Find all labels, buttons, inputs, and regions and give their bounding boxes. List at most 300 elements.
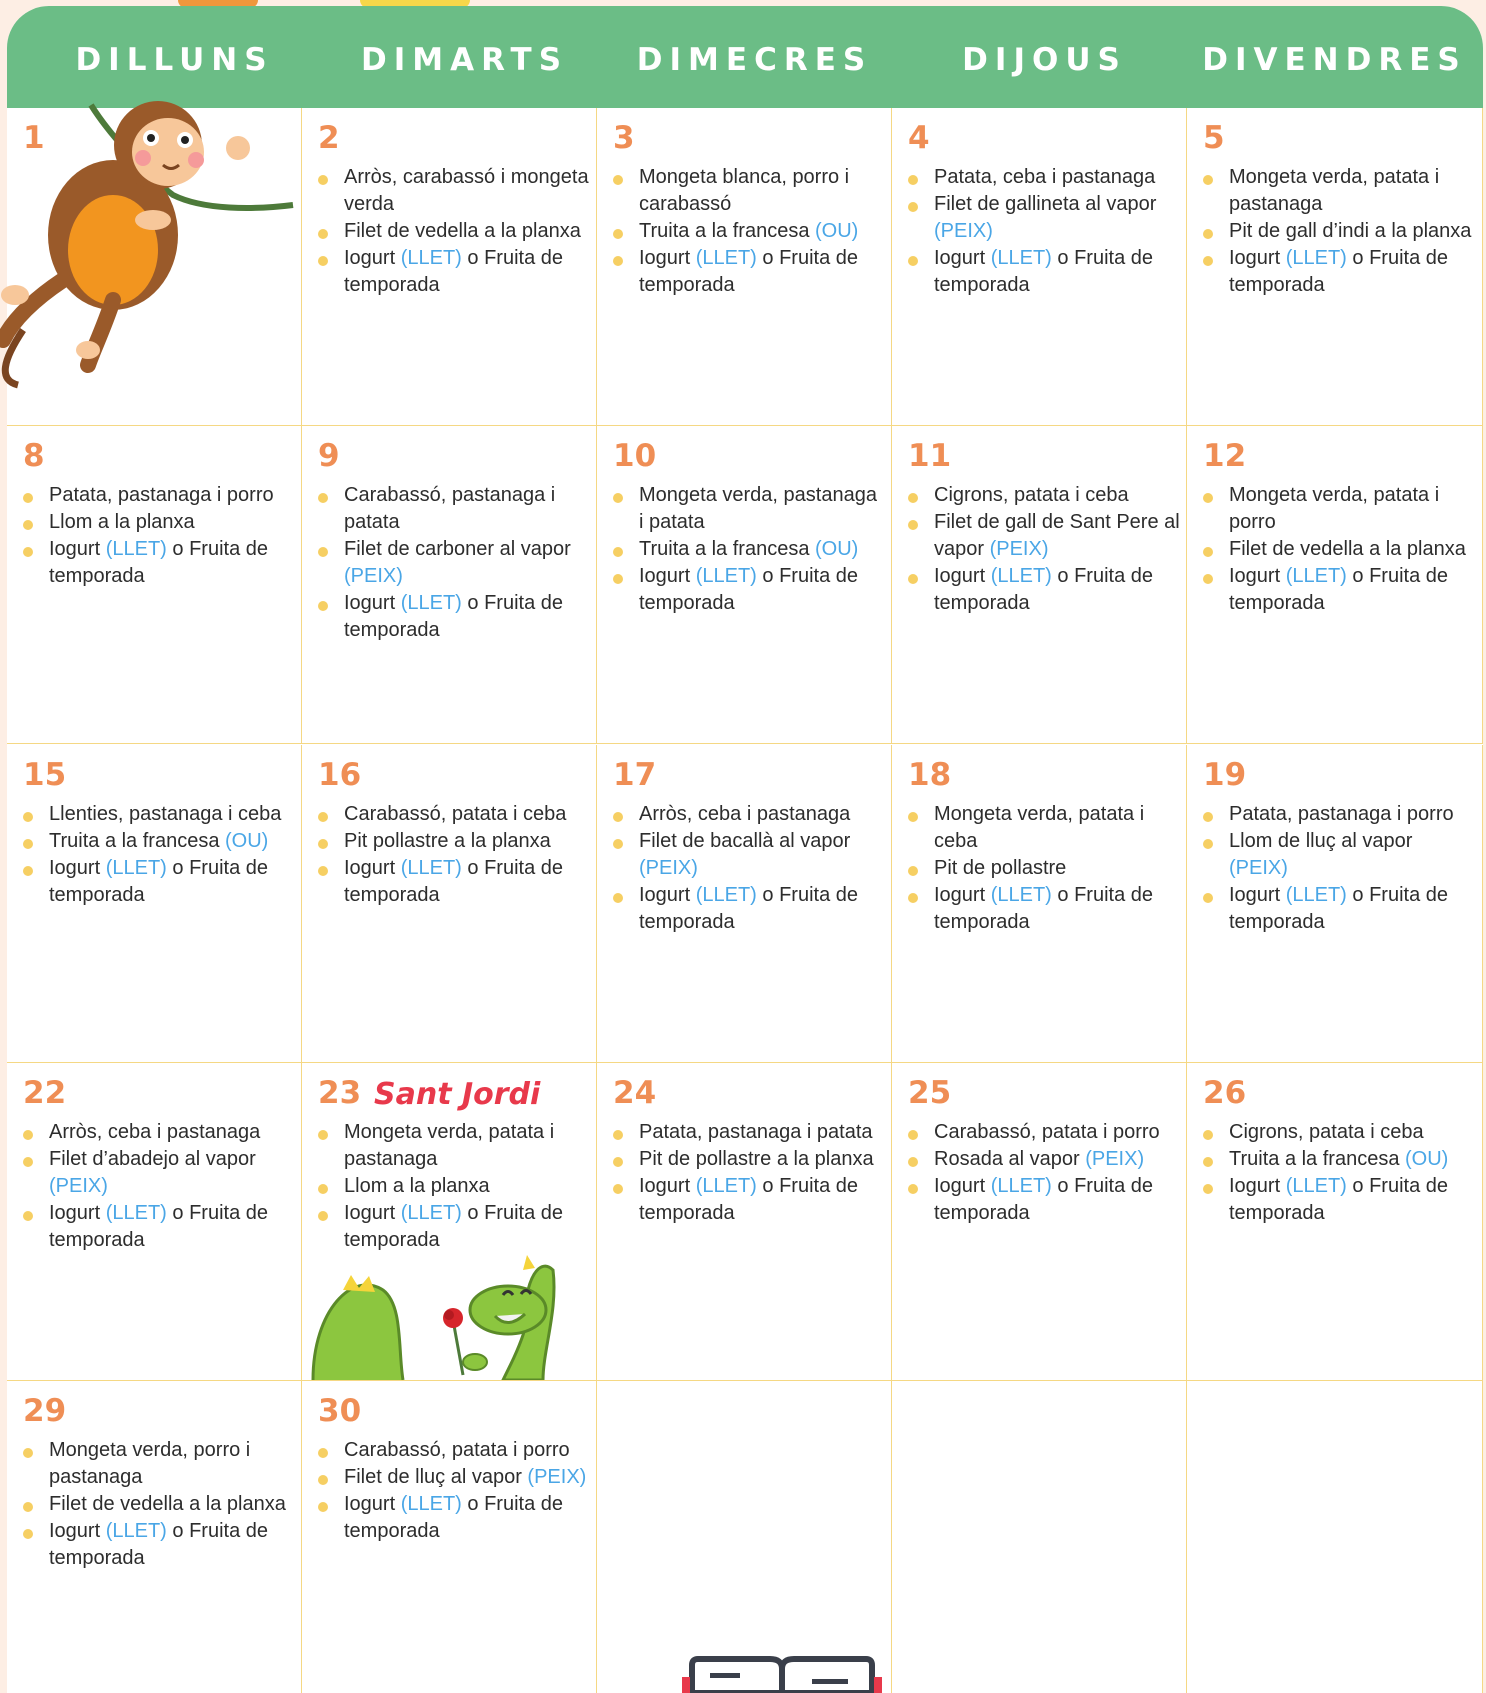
- day-number: 16: [318, 757, 362, 793]
- bullet-icon: [318, 256, 328, 266]
- menu-item-dessert-text: o Fruita de temporada: [934, 884, 1153, 933]
- menu-item-text: Patata, pastanaga i porro: [49, 484, 274, 506]
- bullet-icon: [23, 1502, 33, 1512]
- allergen-tag: (LLET): [400, 592, 462, 614]
- menu-item: [318, 1173, 590, 1200]
- menu-item-text: Arròs, ceba i pastanaga: [49, 1121, 261, 1143]
- day-cell-17: [597, 745, 892, 1063]
- menu-item-text: Iogurt: [344, 1202, 401, 1224]
- day-cell-26: [1187, 1063, 1483, 1381]
- menu-item-dessert-text: o Fruita de temporada: [639, 1175, 858, 1224]
- menu-item-text: Iogurt: [639, 247, 696, 269]
- menu-item-dessert-text: o Fruita de temporada: [49, 1520, 268, 1569]
- bullet-icon: [908, 1184, 918, 1194]
- menu-list: [613, 482, 885, 617]
- menu-item-text: Iogurt: [934, 247, 991, 269]
- menu-item: [1203, 245, 1476, 299]
- menu-item: [23, 1518, 295, 1572]
- day-cell-empty: [892, 1381, 1187, 1693]
- bullet-icon: [23, 1130, 33, 1140]
- allergen-tag: (LLET): [400, 1202, 462, 1224]
- menu-item-text: Filet de bacallà al vapor: [639, 830, 851, 852]
- day-cell-29: [7, 1381, 302, 1693]
- bullet-icon: [613, 574, 623, 584]
- menu-item: [23, 855, 295, 909]
- bullet-icon: [23, 1448, 33, 1458]
- menu-item: [613, 1146, 885, 1173]
- menu-list: [908, 164, 1180, 299]
- bullet-icon: [318, 866, 328, 876]
- menu-item: [908, 855, 1180, 882]
- menu-list: [23, 1119, 295, 1254]
- menu-list: [23, 482, 295, 590]
- menu-item-text: Iogurt: [639, 1175, 696, 1197]
- bullet-icon: [1203, 175, 1213, 185]
- menu-item-dessert-text: o Fruita de temporada: [934, 247, 1153, 296]
- menu-item-dessert-text: o Fruita de temporada: [1229, 1175, 1448, 1224]
- menu-list: [908, 801, 1180, 936]
- day-cell-3: [597, 108, 892, 426]
- menu-item-dessert-text: o Fruita de temporada: [1229, 247, 1448, 296]
- menu-item: [318, 1491, 590, 1545]
- bullet-icon: [613, 839, 623, 849]
- menu-item-dessert-text: o Fruita de temporada: [49, 857, 268, 906]
- allergen-tag: (LLET): [400, 247, 462, 269]
- menu-item-dessert-text: o Fruita de temporada: [1229, 884, 1448, 933]
- bullet-icon: [1203, 1157, 1213, 1167]
- bullet-icon: [318, 839, 328, 849]
- day-cell-22: [7, 1063, 302, 1381]
- allergen-tag: (LLET): [1285, 565, 1347, 587]
- menu-item-dessert-text: o Fruita de temporada: [934, 1175, 1153, 1224]
- menu-item-dessert-text: o Fruita de temporada: [639, 565, 858, 614]
- menu-list: [1203, 482, 1476, 617]
- menu-item-text: Pit de pollastre: [934, 857, 1067, 879]
- bullet-icon: [613, 893, 623, 903]
- menu-item-text: Iogurt: [49, 1202, 106, 1224]
- menu-item-text: Rosada al vapor: [934, 1148, 1086, 1170]
- bullet-icon: [318, 812, 328, 822]
- day-number: 15: [23, 757, 67, 793]
- menu-list: [318, 1119, 590, 1254]
- menu-item: [908, 191, 1180, 245]
- menu-item-text: Carabassó, patata i ceba: [344, 803, 567, 825]
- allergen-tag: (PEIX): [344, 565, 403, 587]
- bullet-icon: [23, 1529, 33, 1539]
- bullet-icon: [318, 547, 328, 557]
- menu-item: [908, 509, 1180, 563]
- allergen-tag: (LLET): [990, 884, 1052, 906]
- allergen-tag: (LLET): [990, 247, 1052, 269]
- menu-item-text: Iogurt: [1229, 1175, 1286, 1197]
- day-number: 9: [318, 438, 340, 474]
- bullet-icon: [613, 1130, 623, 1140]
- bullet-icon: [613, 547, 623, 557]
- menu-item-text: Filet de vedella a la planxa: [49, 1493, 286, 1515]
- menu-item-text: Filet de carboner al vapor: [344, 538, 571, 560]
- menu-item-text: Filet de vedella a la planxa: [344, 220, 581, 242]
- bullet-icon: [1203, 493, 1213, 503]
- allergen-tag: (PEIX): [1085, 1148, 1145, 1170]
- day-cell-15: [7, 745, 302, 1063]
- menu-list: [318, 801, 590, 909]
- menu-item: [613, 563, 885, 617]
- menu-item-text: Iogurt: [934, 1175, 991, 1197]
- header-dijous: DIJOUS: [962, 42, 1127, 78]
- menu-item: [613, 828, 885, 882]
- allergen-tag: (LLET): [695, 1175, 757, 1197]
- menu-item-dessert-text: o Fruita de temporada: [934, 565, 1153, 614]
- menu-item-text: Patata, pastanaga i porro: [1229, 803, 1454, 825]
- allergen-tag: (LLET): [1285, 1175, 1347, 1197]
- menu-item-text: Cigrons, patata i ceba: [934, 484, 1129, 506]
- bullet-icon: [23, 866, 33, 876]
- day-number: 18: [908, 757, 952, 793]
- bullet-icon: [318, 1130, 328, 1140]
- menu-item: [613, 1173, 885, 1227]
- menu-item-text: Cigrons, patata i ceba: [1229, 1121, 1424, 1143]
- menu-item: [1203, 828, 1476, 882]
- dragon-illustration: [303, 1250, 583, 1380]
- day-cell-5: [1187, 108, 1483, 426]
- allergen-tag: (PEIX): [934, 220, 993, 242]
- day-number: 8: [23, 438, 45, 474]
- menu-item-text: Iogurt: [1229, 884, 1286, 906]
- allergen-tag: (LLET): [695, 884, 757, 906]
- menu-item-text: Arròs, ceba i pastanaga: [639, 803, 851, 825]
- menu-item-text: Iogurt: [1229, 247, 1286, 269]
- menu-item: [1203, 1146, 1476, 1173]
- menu-item: [318, 1119, 590, 1173]
- menu-item-text: Iogurt: [639, 884, 696, 906]
- menu-item-text: Patata, ceba i pastanaga: [934, 166, 1156, 188]
- menu-item-text: Llom a la planxa: [49, 511, 195, 533]
- menu-item: [908, 245, 1180, 299]
- menu-item-text: Iogurt: [344, 592, 401, 614]
- menu-item-text: Pit de gall d’indi a la planxa: [1229, 220, 1472, 242]
- menu-item: [613, 164, 885, 218]
- menu-item: [1203, 482, 1476, 536]
- bullet-icon: [318, 1448, 328, 1458]
- menu-item-text: Iogurt: [344, 247, 401, 269]
- allergen-tag: (LLET): [400, 857, 462, 879]
- allergen-tag: (PEIX): [639, 857, 698, 879]
- day-cell-24: [597, 1063, 892, 1381]
- menu-item-text: Filet de vedella a la planxa: [1229, 538, 1466, 560]
- menu-item: [318, 1437, 590, 1464]
- bullet-icon: [318, 493, 328, 503]
- menu-item: [1203, 563, 1476, 617]
- allergen-tag: (LLET): [990, 1175, 1052, 1197]
- allergen-tag: (OU): [225, 830, 269, 852]
- bullet-icon: [613, 1184, 623, 1194]
- day-cell-9: [302, 426, 597, 744]
- monkey-illustration: [0, 100, 303, 390]
- menu-list: [318, 164, 590, 299]
- menu-item: [23, 828, 295, 855]
- day-number: 25: [908, 1075, 952, 1111]
- menu-list: [23, 1437, 295, 1572]
- menu-item: [613, 1119, 885, 1146]
- day-number: 30: [318, 1393, 362, 1429]
- menu-item: [908, 563, 1180, 617]
- day-cell-2: [302, 108, 597, 426]
- menu-list: [613, 164, 885, 299]
- day-cell-16: [302, 745, 597, 1063]
- menu-item: [1203, 536, 1476, 563]
- weekday-header: [7, 6, 1483, 108]
- bullet-icon: [23, 812, 33, 822]
- day-number: 23: [318, 1075, 362, 1111]
- day-number: 19: [1203, 757, 1247, 793]
- menu-item: [1203, 164, 1476, 218]
- bullet-icon: [23, 520, 33, 530]
- bullet-icon: [908, 493, 918, 503]
- bullet-icon: [23, 1211, 33, 1221]
- allergen-tag: (PEIX): [989, 538, 1049, 560]
- header-divendres: DIVENDRES: [1202, 42, 1467, 78]
- day-number: 4: [908, 120, 930, 156]
- bullet-icon: [1203, 893, 1213, 903]
- menu-list: [613, 801, 885, 936]
- menu-item-text: Iogurt: [1229, 565, 1286, 587]
- allergen-tag: (LLET): [1285, 247, 1347, 269]
- menu-item-text: Iogurt: [639, 565, 696, 587]
- header-dimecres: DIMECRES: [636, 42, 873, 78]
- allergen-tag: (LLET): [105, 1202, 167, 1224]
- menu-item-text: Iogurt: [934, 565, 991, 587]
- menu-item-text: Mongeta verda, patata i pastanaga: [344, 1121, 555, 1170]
- menu-item: [1203, 1119, 1476, 1146]
- allergen-tag: (LLET): [105, 1520, 167, 1542]
- bullet-icon: [908, 812, 918, 822]
- menu-item: [613, 245, 885, 299]
- bullet-icon: [613, 1157, 623, 1167]
- menu-item-dessert-text: o Fruita de temporada: [639, 884, 858, 933]
- menu-item: [318, 164, 590, 218]
- menu-item: [1203, 1173, 1476, 1227]
- bullet-icon: [23, 839, 33, 849]
- bullet-icon: [318, 1475, 328, 1485]
- allergen-tag: (OU): [1405, 1148, 1449, 1170]
- menu-item: [23, 1200, 295, 1254]
- allergen-tag: (PEIX): [1229, 857, 1288, 879]
- day-number: 24: [613, 1075, 657, 1111]
- bullet-icon: [318, 229, 328, 239]
- menu-item-dessert-text: o Fruita de temporada: [49, 1202, 268, 1251]
- menu-item-dessert-text: o Fruita de temporada: [344, 247, 563, 296]
- bullet-icon: [613, 812, 623, 822]
- day-cell-19: [1187, 745, 1483, 1063]
- bullet-icon: [908, 866, 918, 876]
- day-number: 11: [908, 438, 952, 474]
- bullet-icon: [318, 1184, 328, 1194]
- menu-item: [908, 882, 1180, 936]
- bullet-icon: [908, 1157, 918, 1167]
- menu-item: [23, 1437, 295, 1491]
- day-number: 2: [318, 120, 340, 156]
- day-number: 17: [613, 757, 657, 793]
- menu-item: [908, 1173, 1180, 1227]
- menu-item: [318, 801, 590, 828]
- day-cell-30: [302, 1381, 597, 1693]
- menu-item-text: Carabassó, pastanaga i patata: [344, 484, 556, 533]
- menu-item: [613, 536, 885, 563]
- menu-item-dessert-text: o Fruita de temporada: [1229, 565, 1448, 614]
- menu-item: [908, 801, 1180, 855]
- bullet-icon: [1203, 256, 1213, 266]
- menu-item: [23, 1146, 295, 1200]
- menu-list: [318, 482, 590, 644]
- menu-item-text: Pit pollastre a la planxa: [344, 830, 551, 852]
- day-cell-10: [597, 426, 892, 744]
- bullet-icon: [318, 1502, 328, 1512]
- book-icon: [682, 1655, 882, 1693]
- bullet-icon: [318, 1211, 328, 1221]
- menu-list: [1203, 801, 1476, 936]
- bullet-icon: [1203, 229, 1213, 239]
- day-number: 5: [1203, 120, 1225, 156]
- menu-item-text: Llenties, pastanaga i ceba: [49, 803, 282, 825]
- menu-item-text: Mongeta verda, patata i porro: [1229, 484, 1440, 533]
- menu-item-text: Llom a la planxa: [344, 1175, 490, 1197]
- menu-list: [908, 482, 1180, 617]
- menu-item: [318, 245, 590, 299]
- menu-list: [23, 801, 295, 909]
- menu-list: [1203, 164, 1476, 299]
- menu-item: [1203, 801, 1476, 828]
- bullet-icon: [613, 493, 623, 503]
- allergen-tag: (LLET): [695, 565, 757, 587]
- bullet-icon: [1203, 547, 1213, 557]
- menu-list: [1203, 1119, 1476, 1227]
- menu-item: [613, 801, 885, 828]
- day-cell-25: [892, 1063, 1187, 1381]
- bullet-icon: [1203, 574, 1213, 584]
- bullet-icon: [613, 175, 623, 185]
- menu-item: [23, 482, 295, 509]
- menu-item: [908, 482, 1180, 509]
- bullet-icon: [908, 893, 918, 903]
- day-cell-8: [7, 426, 302, 744]
- menu-item-text: Filet de gall de Sant Pere al vapor: [934, 511, 1180, 560]
- day-number: 1: [23, 120, 45, 156]
- menu-item-text: Pit de pollastre a la planxa: [639, 1148, 874, 1170]
- menu-item: [318, 828, 590, 855]
- menu-item-text: Mongeta blanca, porro i carabassó: [639, 166, 850, 215]
- menu-item-text: Truita a la francesa: [49, 830, 226, 852]
- allergen-tag: (OU): [815, 220, 859, 242]
- menu-item-text: Iogurt: [49, 538, 106, 560]
- menu-item: [318, 1200, 590, 1254]
- menu-item-text: Arròs, carabassó i mongeta verda: [344, 166, 589, 215]
- allergen-tag: (LLET): [990, 565, 1052, 587]
- menu-item-text: Iogurt: [344, 1493, 401, 1515]
- menu-item-text: Mongeta verda, patata i pastanaga: [1229, 166, 1440, 215]
- day-number: 22: [23, 1075, 67, 1111]
- menu-item-text: Iogurt: [934, 884, 991, 906]
- allergen-tag: (PEIX): [49, 1175, 108, 1197]
- menu-item-text: Iogurt: [49, 857, 106, 879]
- bullet-icon: [908, 202, 918, 212]
- menu-item: [318, 855, 590, 909]
- menu-item-dessert-text: o Fruita de temporada: [344, 857, 563, 906]
- menu-item: [318, 536, 590, 590]
- menu-item-text: Carabassó, patata i porro: [934, 1121, 1160, 1143]
- menu-item-text: Truita a la francesa: [639, 220, 816, 242]
- day-cell-empty: [1187, 1381, 1483, 1693]
- menu-item-text: Filet de gallineta al vapor: [934, 193, 1157, 215]
- menu-item-text: Filet d’abadejo al vapor: [49, 1148, 256, 1170]
- allergen-tag: (PEIX): [527, 1466, 587, 1488]
- allergen-tag: (LLET): [1285, 884, 1347, 906]
- bullet-icon: [23, 547, 33, 557]
- day-number: 26: [1203, 1075, 1247, 1111]
- menu-item: [318, 1464, 590, 1491]
- day-number: 29: [23, 1393, 67, 1429]
- day-cell-12: [1187, 426, 1483, 744]
- menu-item-text: Mongeta verda, porro i pastanaga: [49, 1439, 251, 1488]
- day-cell-4: [892, 108, 1187, 426]
- bullet-icon: [613, 229, 623, 239]
- menu-item-text: Carabassó, patata i porro: [344, 1439, 570, 1461]
- allergen-tag: (LLET): [105, 857, 167, 879]
- menu-item-text: Mongeta verda, patata i ceba: [934, 803, 1145, 852]
- menu-item: [613, 882, 885, 936]
- allergen-tag: (LLET): [695, 247, 757, 269]
- menu-item: [1203, 882, 1476, 936]
- menu-item-text: Iogurt: [49, 1520, 106, 1542]
- menu-item: [23, 536, 295, 590]
- header-dimarts: DIMARTS: [360, 42, 569, 78]
- menu-item: [318, 218, 590, 245]
- menu-item-text: Truita a la francesa: [1229, 1148, 1406, 1170]
- menu-item-dessert-text: o Fruita de temporada: [344, 1202, 563, 1251]
- bullet-icon: [318, 601, 328, 611]
- bullet-icon: [908, 520, 918, 530]
- bullet-icon: [1203, 812, 1213, 822]
- menu-list: [908, 1119, 1180, 1227]
- day-number: 10: [613, 438, 657, 474]
- bullet-icon: [908, 175, 918, 185]
- menu-item: [23, 509, 295, 536]
- bullet-icon: [318, 175, 328, 185]
- header-dilluns: DILLUNS: [75, 42, 274, 78]
- menu-list: [613, 1119, 885, 1227]
- bullet-icon: [908, 574, 918, 584]
- day-number: 3: [613, 120, 635, 156]
- bullet-icon: [1203, 1184, 1213, 1194]
- day-cell-empty: [597, 1381, 892, 1693]
- menu-list: [318, 1437, 590, 1545]
- bullet-icon: [908, 1130, 918, 1140]
- menu-item: [908, 1146, 1180, 1173]
- allergen-tag: (OU): [815, 538, 859, 560]
- menu-item: [908, 164, 1180, 191]
- menu-item-text: Llom de lluç al vapor: [1229, 830, 1413, 852]
- special-day-label: Sant Jordi: [374, 1077, 541, 1112]
- menu-item-text: Iogurt: [344, 857, 401, 879]
- menu-item: [23, 1119, 295, 1146]
- allergen-tag: (LLET): [105, 538, 167, 560]
- menu-item: [23, 1491, 295, 1518]
- menu-item-text: Patata, pastanaga i patata: [639, 1121, 873, 1143]
- menu-item-text: Filet de lluç al vapor: [344, 1466, 528, 1488]
- day-number: 12: [1203, 438, 1247, 474]
- menu-item-dessert-text: o Fruita de temporada: [49, 538, 268, 587]
- menu-item: [318, 590, 590, 644]
- day-cell-11: [892, 426, 1187, 744]
